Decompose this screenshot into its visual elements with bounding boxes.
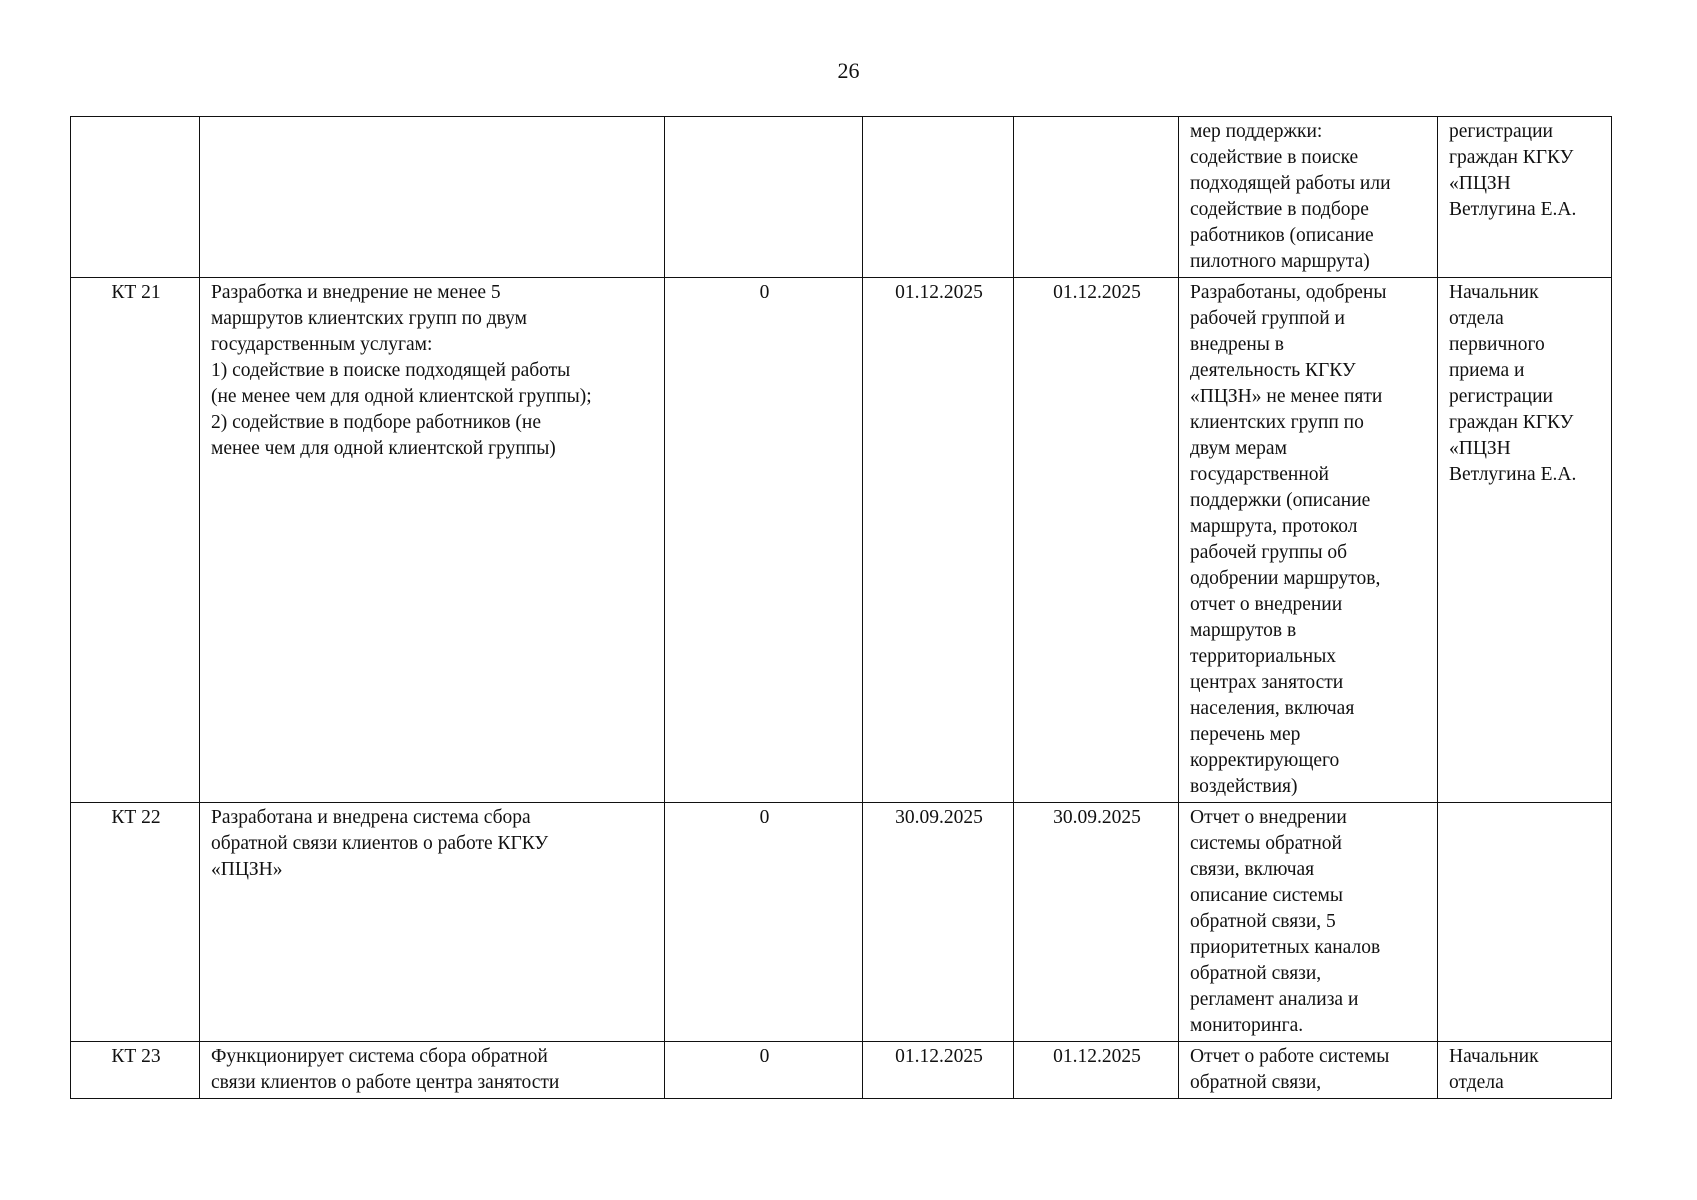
page-number: 26 xyxy=(837,58,860,83)
result-cell: Отчет о внедрении системы обратной связи, включая описание системы обратной связи, 5 приоритетных каналов обратной связи, регламент анализа и мониторинга. xyxy=(1179,803,1438,1042)
checkpoint-id-cell: КТ 22 xyxy=(71,803,200,1042)
start-date-cell: 30.09.2025 xyxy=(863,803,1014,1042)
plan-table xyxy=(70,116,1612,1099)
description-cell: Разработана и внедрена система сбора обратной связи клиентов о работе КГКУ «ПЦЗН» xyxy=(200,803,665,1042)
end-date-cell: 30.09.2025 xyxy=(1014,803,1179,1042)
checkpoint-id-cell: КТ 21 xyxy=(71,278,200,803)
end-date-cell: 01.12.2025 xyxy=(1014,1042,1179,1099)
end-date-cell xyxy=(1014,117,1179,278)
checkpoint-id-cell xyxy=(71,117,200,278)
responsible-cell: Начальник отдела первичного приема и регистрации граждан КГКУ «ПЦЗН Ветлугина Е.А. xyxy=(1438,278,1612,803)
table-row xyxy=(71,117,1612,278)
value-cell: 0 xyxy=(665,1042,863,1099)
checkpoint-id-cell: КТ 23 xyxy=(71,1042,200,1099)
description-cell: Разработка и внедрение не менее 5 маршрутов клиентских групп по двум государственным услугам: 1) содействие в поиске подходящей работы (не менее чем для одной клиентской группы); 2) содействие в подборе работников (не менее чем для одной клиентской группы) xyxy=(200,278,665,803)
result-cell: мер поддержки: содействие в поиске подходящей работы или содействие в подборе работников (описание пилотного маршрута) xyxy=(1179,117,1438,278)
result-cell: Разработаны, одобрены рабочей группой и внедрены в деятельность КГКУ «ПЦЗН» не менее пяти клиентских групп по двум мерам государственной поддержки (описание маршрута, протокол рабочей группы об одобрении маршрутов, отчет о внедрении маршрутов в территориальных центрах занятости населения, включая перечень мер корректирующего воздействия) xyxy=(1179,278,1438,803)
description-cell: Функционирует система сбора обратной связи клиентов о работе центра занятости xyxy=(200,1042,665,1099)
result-cell: Отчет о работе системы обратной связи, xyxy=(1179,1042,1438,1099)
description-cell xyxy=(200,117,665,278)
start-date-cell: 01.12.2025 xyxy=(863,278,1014,803)
value-cell: 0 xyxy=(665,278,863,803)
value-cell xyxy=(665,117,863,278)
table-row xyxy=(71,278,1612,803)
start-date-cell: 01.12.2025 xyxy=(863,1042,1014,1099)
responsible-cell xyxy=(1438,803,1612,1042)
value-cell: 0 xyxy=(665,803,863,1042)
start-date-cell xyxy=(863,117,1014,278)
table-row xyxy=(71,1042,1612,1099)
end-date-cell: 01.12.2025 xyxy=(1014,278,1179,803)
responsible-cell: Начальник отдела xyxy=(1438,1042,1612,1099)
responsible-cell: регистрации граждан КГКУ «ПЦЗН Ветлугина Е.А. xyxy=(1438,117,1612,278)
table-row xyxy=(71,803,1612,1042)
